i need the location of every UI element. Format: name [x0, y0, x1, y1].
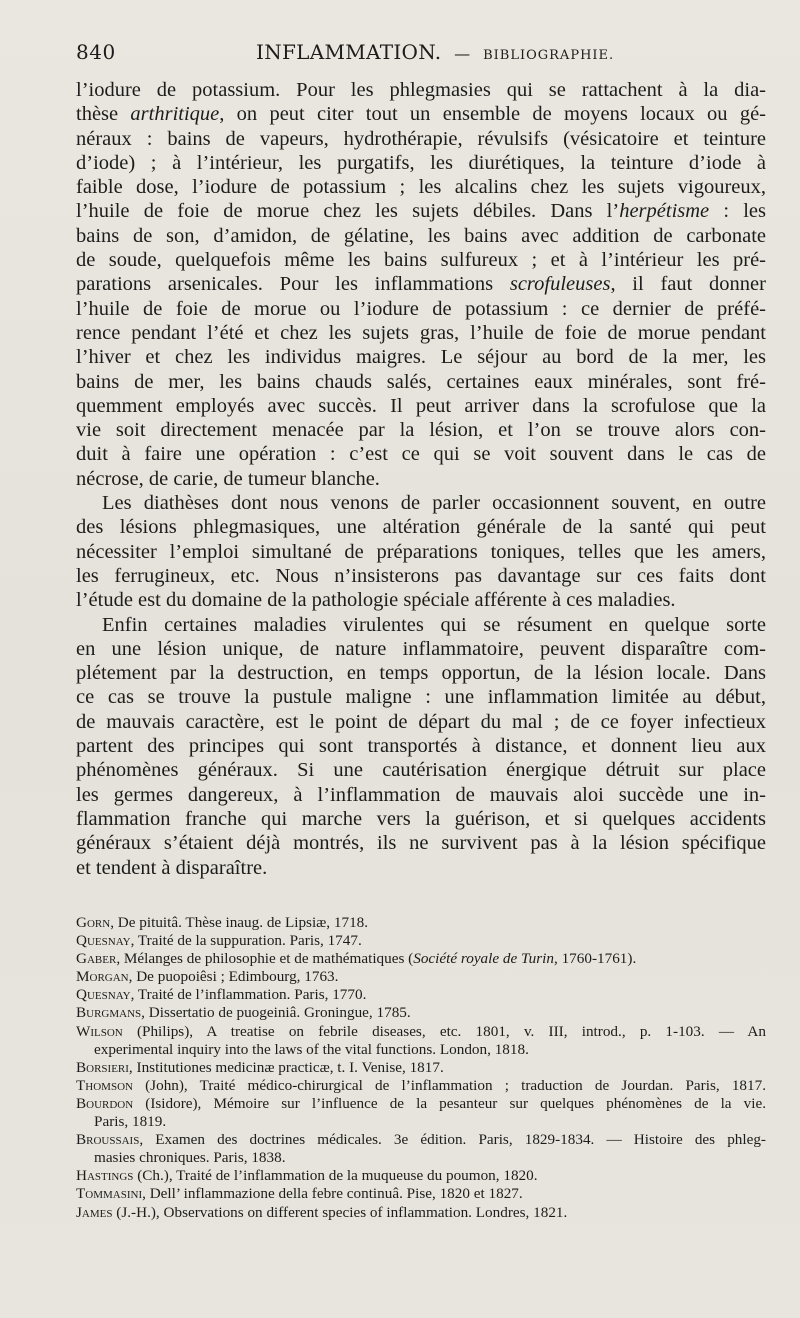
- line-text: les germes dangereux, à l’inflammation de mauvais aloi succède une in-: [76, 783, 766, 806]
- bibliography-text: (Ch.), Traité de l’inflammation de la muqueuse du poumon, 1820.: [133, 1167, 538, 1185]
- line-text: ce cas se trouve la pustule maligne : une inflammation limitée au début,: [76, 686, 766, 709]
- bibliography-entry: [76, 950, 766, 968]
- text-line: [76, 588, 766, 612]
- line-text: d’iode) ; à l’intérieur, les purgatifs, les diurétiques, la teinture d’iode à: [76, 151, 766, 174]
- bibliography-text: , De pituitâ. Thèse inaug. de Lipsiæ, 1718.: [110, 914, 369, 931]
- text-line: [76, 224, 766, 248]
- bibliography-text: (J.-H.), Observations on different species of inflammation. Londres, 1821.: [112, 1203, 568, 1221]
- text-line: [76, 78, 766, 102]
- bibliography-entry: [76, 986, 766, 1004]
- bibliography-text: , Traité de l’inflammation. Paris, 1770.: [130, 986, 367, 1004]
- bibliography-text: (John), Traité médico-chirurgical de l’inflammation ; traduction de Jourdan. Paris, 1817.: [132, 1076, 766, 1094]
- bibliography-entry: [76, 1131, 766, 1167]
- bibliography-line: [76, 1004, 766, 1022]
- bibliography-line: [76, 914, 766, 932]
- line-text: néraux : bains de vapeurs, hydrothérapie, révulsifs (vésicatoire et teinture: [76, 127, 766, 150]
- bibliography-text: , De puopoiêsi ; Edimbourg, 1763.: [128, 968, 339, 986]
- line-text: l’huile de foie de morue ou l’iodure de potassium : ce dernier de préfé-: [76, 297, 766, 320]
- line-text: partent des principes qui sont transportés à distance, et donnent lieu aux: [76, 735, 766, 758]
- bibliography-author: Quesnay: [76, 932, 131, 950]
- line-text: nécessiter l’emploi simultané de préparations toniques, telles que les amers,: [76, 540, 766, 563]
- bibliography-author: Morgan: [76, 968, 129, 986]
- line-text: l’hiver et chez les individus maigres. Le séjour au bord de la mer, les: [76, 346, 766, 369]
- bibliography-line: [76, 1204, 766, 1222]
- line-text-after: , on peut citer tout un ensemble de moyens locaux ou gé-: [219, 103, 766, 126]
- text-line: [76, 297, 766, 321]
- bibliography-entry: [76, 1023, 766, 1059]
- bibliography-entry: [76, 1204, 766, 1222]
- bibliography-author: Tommasini: [76, 1185, 143, 1203]
- line-text: Enfin certaines maladies virulentes qui se résument en quelque sorte: [102, 613, 766, 636]
- line-text: duit à faire une opération : c’est ce qui se voit souvent dans le cas de: [76, 443, 766, 466]
- bibliography-line: [76, 950, 766, 968]
- text-line: [76, 515, 766, 539]
- bibliography-author: Burgmans: [76, 1004, 142, 1022]
- bibliography-entry: [76, 1167, 766, 1185]
- line-text: flammation franche qui marche vers la guérison, et si quelques accidents: [76, 807, 766, 830]
- bibliography-continuation: Paris, 1819.: [94, 1113, 167, 1131]
- bibliography-text: , Dell’ inflammazione della febre continuâ. Pise, 1820 et 1827.: [142, 1185, 523, 1203]
- text-line: [76, 661, 766, 685]
- line-text: vie soit directement menacée par la lésion, et l’on se trouve alors con-: [76, 419, 766, 442]
- text-line: [76, 248, 766, 272]
- bibliography-text-after: , 1760-1761).: [553, 950, 637, 968]
- bibliography-text: , Mélanges de philosophie et de mathématiques (: [116, 950, 414, 968]
- text-line: [76, 564, 766, 588]
- text-line: [76, 491, 766, 515]
- line-text: l’huile de foie de morue chez les sujets débiles. Dans l’: [76, 200, 620, 223]
- bibliography-line: [76, 932, 766, 950]
- line-text: les ferrugineux, etc. Nous n’insisterons pas davantage sur ces faits dont: [76, 564, 766, 587]
- bibliography-entry: [76, 914, 766, 932]
- bibliography-line: [76, 1059, 766, 1077]
- bibliography-author: Borsieri: [76, 1058, 129, 1076]
- bibliography-text: , Dissertatio de puogeiniâ. Groningue, 1785.: [141, 1004, 411, 1022]
- bibliography-line: [76, 986, 766, 1004]
- text-line: [76, 783, 766, 807]
- line-text: bains de son, d’amidon, de gélatine, les bains avec addition de carbonate: [76, 224, 766, 247]
- text-line: [76, 637, 766, 661]
- text-line: [76, 613, 766, 637]
- bibliography-line: [76, 968, 766, 986]
- line-italic: herpétisme: [619, 200, 710, 223]
- text-line: [76, 272, 766, 296]
- bibliography-author: Broussais: [76, 1131, 140, 1149]
- bibliography-line: [76, 1131, 766, 1149]
- text-line: [76, 102, 766, 126]
- text-line: [76, 394, 766, 418]
- running-header: [76, 40, 766, 70]
- text-line: [76, 831, 766, 855]
- bibliography-text: , Institutiones medicinæ practicæ, t. I. Venise, 1817.: [128, 1058, 444, 1076]
- line-text-after: , il faut donner: [610, 273, 766, 296]
- bibliography-text: (Isidore), Mémoire sur l’influence de la pesanteur sur quelques phénomènes de la vie.: [133, 1094, 766, 1112]
- text-line: [76, 758, 766, 782]
- text-line: [76, 321, 766, 345]
- bibliography-entry: [76, 1077, 766, 1095]
- bibliography-line: [76, 1167, 766, 1185]
- text-line: [76, 199, 766, 223]
- line-text: nécrose, de carie, de tumeur blanche.: [76, 467, 380, 490]
- header-title: INFLAMMATION.: [256, 40, 442, 64]
- bibliography-author: Bourdon: [76, 1094, 134, 1112]
- bibliography-author: Hastings: [76, 1167, 134, 1185]
- bibliography-text: , Examen des doctrines médicales. 3e édition. Paris, 1829-1834. — Histoire des phleg-: [139, 1131, 766, 1149]
- line-text: faible dose, l’iodure de potassium ; les alcalins chez les sujets vigoureux,: [76, 176, 766, 199]
- bibliography-continuation: experimental inquiry into the laws of the vital functions. London, 1818.: [94, 1040, 529, 1058]
- line-text-after: : les: [709, 200, 767, 223]
- line-text: bains de mer, les bains chauds salés, certaines eaux minérales, sont fré-: [76, 370, 766, 393]
- line-text: parations arsenicales. Pour les inflammations: [76, 273, 510, 296]
- page-number: 840: [76, 40, 116, 64]
- text-line: [76, 467, 766, 491]
- line-text: généraux s’étaient déjà montrés, ils ne survivent pas à la lésion spécifique: [76, 832, 766, 855]
- line-text: l’iodure de potassium. Pour les phlegmasies qui se rattachent à la dia-: [76, 79, 766, 101]
- bibliography-author: James: [76, 1203, 113, 1221]
- line-italic: arthritique: [130, 103, 220, 126]
- line-text: phénomènes généraux. Si une cautérisation énergique détruit sur place: [76, 759, 766, 782]
- text-line: [76, 685, 766, 709]
- bibliography-author: Quesnay: [76, 986, 131, 1004]
- bibliography-author: Thomson: [76, 1076, 133, 1094]
- bibliography-continuation: masies chroniques. Paris, 1838.: [94, 1149, 286, 1167]
- body-text: [76, 78, 766, 880]
- bibliography-author: Wilson: [76, 1022, 123, 1040]
- line-italic: scrofuleuses: [509, 273, 611, 296]
- bibliography: [76, 914, 766, 1222]
- text-line: [76, 370, 766, 394]
- bibliography-line: [76, 1185, 766, 1203]
- bibliography-author: Gorn: [76, 914, 111, 931]
- text-line: [76, 807, 766, 831]
- text-line: [76, 345, 766, 369]
- line-text: l’étude est du domaine de la pathologie spéciale afférente à ces maladies.: [76, 589, 676, 612]
- line-text: thèse: [76, 103, 131, 126]
- bibliography-entry: [76, 1004, 766, 1022]
- text-line: [76, 151, 766, 175]
- line-text: de mauvais caractère, est le point de départ du mal ; de ce foyer infectieux: [76, 710, 766, 733]
- text-line: [76, 175, 766, 199]
- line-text: quemment employés avec succès. Il peut arriver dans la scrofulose que la: [76, 394, 766, 417]
- text-line: [76, 418, 766, 442]
- bibliography-entry: [76, 932, 766, 950]
- bibliography-line: [76, 1077, 766, 1095]
- line-text: et tendent à disparaître.: [76, 856, 268, 879]
- text-line: [76, 734, 766, 758]
- header-separator: —: [454, 44, 471, 63]
- bibliography-text: , Traité de la suppuration. Paris, 1747.: [130, 932, 362, 950]
- bibliography-line: [76, 1095, 766, 1113]
- text-line: [76, 710, 766, 734]
- line-text: Les diathèses dont nous venons de parler occasionnent souvent, en outre: [102, 492, 766, 515]
- line-text: de soude, quelquefois même les bains sulfureux ; et à l’intérieur les pré-: [76, 249, 766, 272]
- bibliography-italic: Société royale de Turin: [413, 950, 554, 968]
- text-line: [76, 856, 766, 880]
- text-line: [76, 540, 766, 564]
- text-line: [76, 442, 766, 466]
- bibliography-text: (Philips), A treatise on febrile diseases, etc. 1801, v. III, introd., p. 1-103. — An: [122, 1022, 766, 1040]
- bibliography-line: [76, 1023, 766, 1041]
- running-title: [256, 40, 614, 64]
- line-text: des lésions phlegmasiques, une altération générale de la santé qui peut: [76, 516, 766, 539]
- bibliography-author: Gaber: [76, 950, 117, 968]
- bibliography-entry: [76, 968, 766, 986]
- text-line: [76, 127, 766, 151]
- bibliography-entry: [76, 1095, 766, 1131]
- bibliography-entry: [76, 1185, 766, 1203]
- bibliography-entry: [76, 1059, 766, 1077]
- line-text: plétement par la destruction, en temps opportun, de la lésion locale. Dans: [76, 662, 766, 685]
- header-subtitle: BIBLIOGRAPHIE.: [483, 48, 615, 63]
- line-text: rence pendant l’été et chez les sujets gras, l’huile de foie de morue pendant: [76, 321, 766, 344]
- line-text: en une lésion unique, de nature inflammatoire, peuvent disparaître com-: [76, 637, 766, 660]
